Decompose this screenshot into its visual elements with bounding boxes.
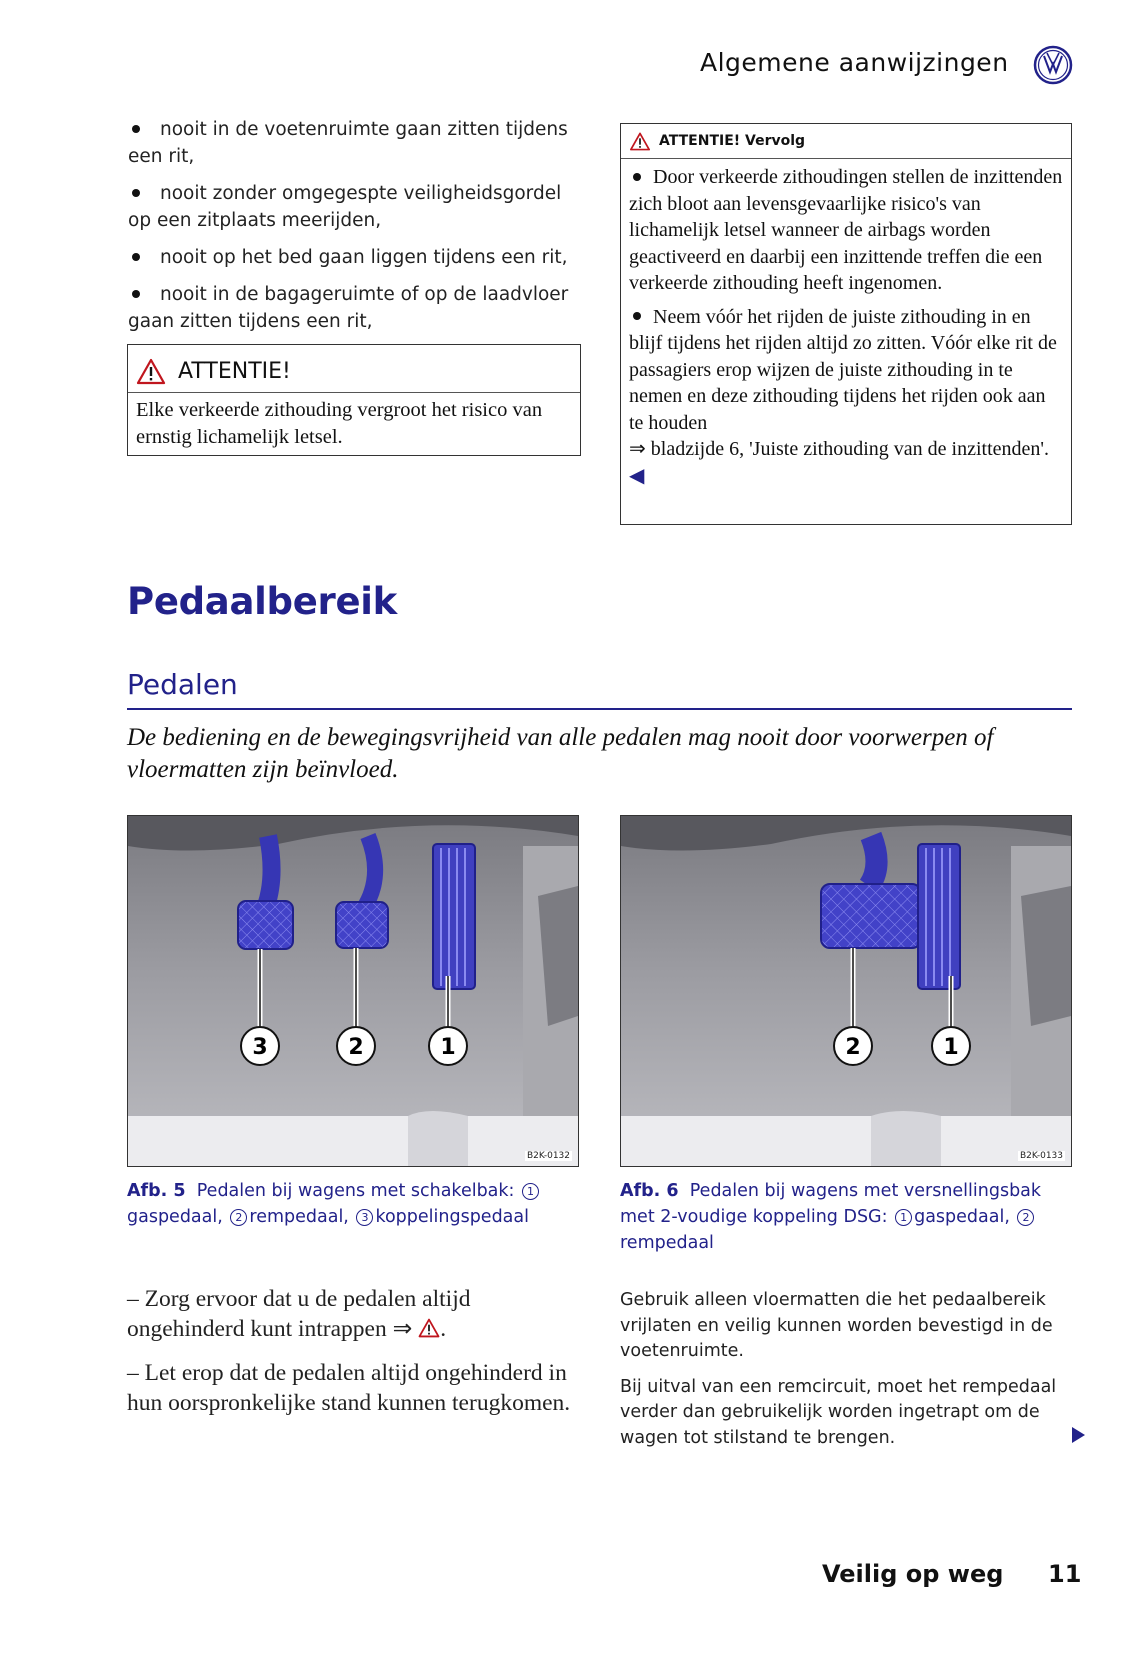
section-title: Algemene aanwijzingen	[700, 48, 1009, 77]
list-item: nooit op het bed gaan liggen tijdens een rit,	[128, 244, 578, 271]
callout-label: 1	[440, 1035, 456, 1060]
list-item: nooit in de voetenruimte gaan zitten tijdens een rit,	[128, 119, 568, 167]
warning-triangle-icon	[629, 132, 651, 151]
end-mark-icon: ◀	[629, 464, 645, 487]
list-item: nooit in de bagageruimte of op de laadvloer gaan zitten tijdens een rit,	[128, 284, 569, 332]
warning-title: ATTENTIE! Vervolg	[659, 133, 806, 149]
page-reference-link[interactable]: bladzijde 6, 'Juiste zithouding van de inzittenden'.	[650, 438, 1049, 460]
bullet-icon	[132, 253, 140, 261]
bullet-icon	[132, 125, 140, 133]
bullet-icon	[132, 290, 140, 298]
vw-logo-icon	[1033, 45, 1073, 85]
instruction-item: – Let erop dat de pedalen altijd ongehinderd in hun oorspronkelijke stand kunnen terugkomen.	[127, 1360, 571, 1416]
intro-text: De bediening en de bewegingsvrijheid van alle pedalen mag nooit door voorwerpen of vloermatten zijn beïnvloed.	[127, 724, 994, 783]
warning-box	[127, 344, 581, 456]
warning-text: Elke verkeerde zithouding vergroot het risico van ernstig lichamelijk letsel.	[136, 399, 543, 448]
figure-caption: Afb. 6 Pedalen bij wagens met versnellingsbak met 2-voudige koppeling DSG: 1 gaspedaal, 2rempedaal	[620, 1181, 1042, 1253]
list-item: nooit zonder omgegespte veiligheidsgordel op een zitplaats meerijden,	[128, 183, 562, 231]
warning-triangle-icon	[136, 358, 166, 385]
callout-label: 3	[252, 1035, 268, 1060]
body-text	[620, 1288, 1070, 1461]
page-heading: Pedaalbereik	[127, 580, 397, 623]
heading-divider	[127, 708, 1072, 710]
instruction-list	[127, 1284, 587, 1432]
reference-arrow-icon: ⇒	[629, 438, 646, 460]
paragraph: Gebruik alleen vloermatten die het pedaalbereik vrijlaten en veilig kunnen worden bevestigd in de voetenruimte.	[620, 1290, 1053, 1361]
bullet-icon	[633, 312, 641, 320]
page-number: 11	[1048, 1560, 1082, 1588]
warning-header	[136, 355, 576, 387]
warning-title: ATTENTIE!	[178, 358, 291, 384]
paragraph: Bij uitval van een remcircuit, moet het rempedaal verder dan gebruikelijk worden ingetrapt om de wagen tot stilstand te brengen.	[620, 1376, 1057, 1448]
figure-pedals-dsg	[620, 815, 1072, 1167]
warning-header	[629, 129, 805, 153]
warning-paragraph: Neem vóór het rijden de juiste zithouding in en blijf tijdens het rijden altijd zo zitten. Vóór elke rit de passagiers erop wijzen de juiste zithouding in te nemen en deze zithouding tijdens het rijden ook aan te houden ⇒ bladzijde 6, 'Juiste zithouding van de inzittenden'. ◀	[629, 305, 1057, 487]
figure-code: B2K-0133	[1019, 1151, 1063, 1161]
figure-caption: Afb. 5 Pedalen bij wagens met schakelbak: 1gaspedaal, 2 rempedaal, 3 koppelingspedaal	[127, 1178, 582, 1230]
warning-paragraph: Door verkeerde zithoudingen stellen de inzittenden zich bloot aan levensgevaarlijke risico's van lichamelijk letsel wanneer de airbags worden geactiveerd en daarbij een inzittende treffen die een verkeerde zithouding heeft ingenomen.	[629, 166, 1063, 294]
figure-pedals-manual	[127, 815, 579, 1167]
instruction-item: – Zorg ervoor dat u de pedalen altijd ongehinderd kunt intrappen ⇒ .	[127, 1286, 471, 1342]
callout-label: 1	[943, 1035, 959, 1060]
bullet-icon	[633, 173, 641, 181]
next-page-arrow-icon[interactable]	[1072, 1427, 1085, 1443]
callout-label: 2	[348, 1035, 364, 1060]
warning-triangle-icon[interactable]	[418, 1318, 440, 1338]
figure-code: B2K-0132	[526, 1151, 570, 1161]
section-heading: Pedalen	[127, 668, 238, 701]
pedals-illustration	[128, 816, 578, 1166]
footer-title: Veilig op weg	[822, 1560, 1004, 1588]
bullet-icon	[132, 189, 140, 197]
callout-label: 2	[845, 1035, 861, 1060]
bullet-list	[128, 116, 578, 345]
warning-box-continued	[620, 123, 1072, 525]
pedals-illustration	[621, 816, 1071, 1166]
